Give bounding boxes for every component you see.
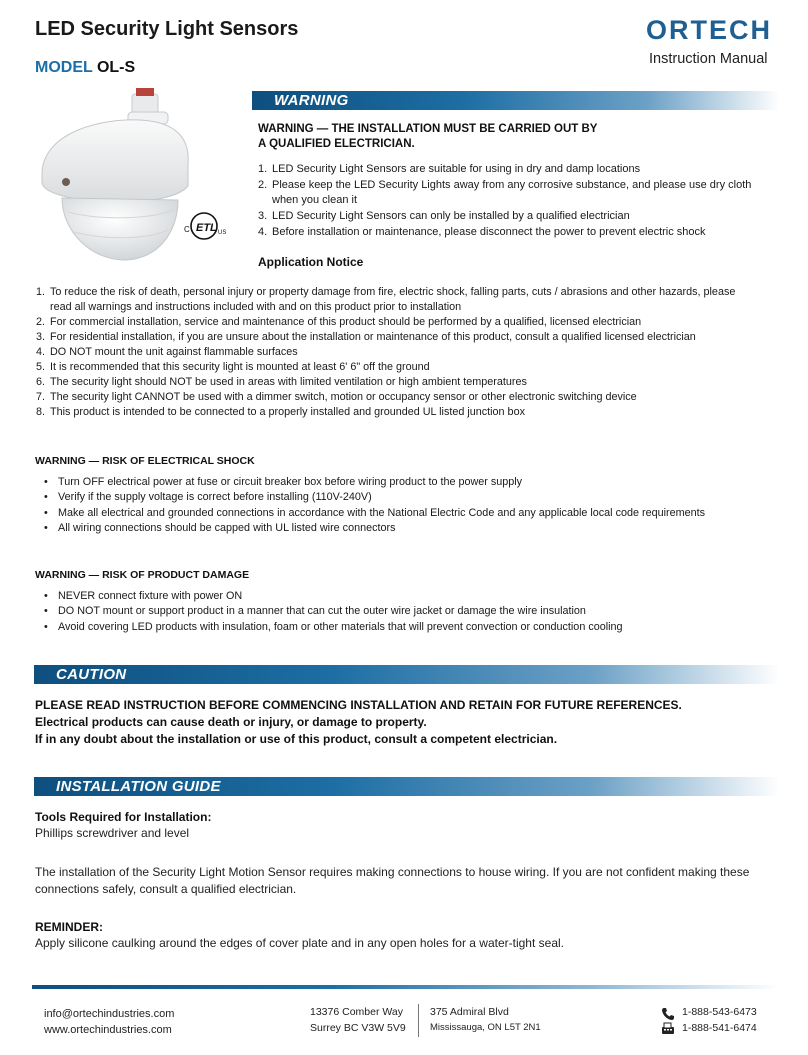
list-item: 3. LED Security Light Sensors can only be installed by a qualified electrician xyxy=(258,210,630,222)
list-item: • NEVER connect fixture with power ON xyxy=(42,589,623,604)
installation-paragraph: The installation of the Security Light Motion Sensor requires making connections to house wiring. If you are not confident making these connections safely, consult a qualified electrician. xyxy=(35,865,750,896)
list-item: 7. The security light CANNOT be used with a dimmer switch, motion or occupancy sensor or other electronic switching device xyxy=(36,391,637,403)
footer-website[interactable]: www.ortechindustries.com xyxy=(44,1024,172,1036)
list-item: • Verify if the supply voltage is correct before installing (110V-240V) xyxy=(42,490,705,505)
product-damage-list xyxy=(42,589,623,635)
footer-address1-line2: Surrey BC V3W 5V9 xyxy=(310,1022,406,1034)
warning-section-bar xyxy=(252,91,780,110)
footer-vertical-divider xyxy=(418,1004,419,1037)
list-item: 2. For commercial installation, service and maintenance of this product should be performed by a qualified, licensed electrician xyxy=(36,316,642,328)
instruction-manual-label: Instruction Manual xyxy=(649,51,768,67)
model-label: MODEL xyxy=(35,59,93,76)
footer-divider-bar xyxy=(32,985,780,989)
product-photo xyxy=(28,82,250,274)
warning-heading xyxy=(258,122,678,152)
list-item: 5. It is recommended that this security light is mounted at least 6' 6" off the ground xyxy=(36,361,430,373)
document-title: LED Security Light Sensors xyxy=(35,18,299,40)
list-item: • Avoid covering LED products with insulation, foam or other materials that will prevent convection or conduction cooling xyxy=(42,620,623,635)
svg-text:ETL: ETL xyxy=(196,222,217,234)
svg-text:US: US xyxy=(218,230,227,236)
electrical-shock-list xyxy=(42,475,705,536)
model-line xyxy=(35,59,135,77)
list-item: 2. Please keep the LED Security Lights away from any corrosive substance, and please use dry cloth when you clean it xyxy=(258,179,752,206)
list-item: 4. Before installation or maintenance, please disconnect the power to prevent electric shock xyxy=(258,226,706,238)
model-value: OL-S xyxy=(96,59,136,76)
caution-line1: PLEASE READ INSTRUCTION BEFORE COMMENCING INSTALLATION AND RETAIN FOR FUTURE REFERENCES. xyxy=(35,698,682,712)
list-item: 6. The security light should NOT be used in areas with limited ventilation or high ambient temperatures xyxy=(36,376,527,388)
etl-certification-icon xyxy=(184,213,226,239)
list-item: • DO NOT mount or support product in a manner that can cut the outer wire jacket or damage the wire insulation xyxy=(42,604,623,619)
warning-bar-label: WARNING xyxy=(274,92,349,109)
reminder-heading: REMINDER: xyxy=(35,920,103,934)
caution-line2: Electrical products can cause death or injury, or damage to property. xyxy=(35,715,427,729)
electrical-shock-heading: WARNING — RISK OF ELECTRICAL SHOCK xyxy=(35,455,255,467)
warning-heading-line2: A QUALIFIED ELECTRICIAN. xyxy=(258,138,415,150)
list-item: 1. To reduce the risk of death, personal injury or property damage from fire, electric shock, falling parts, cuts / abrasions and other hazards, please read all warnings and instructions included with and on this product prior to installation xyxy=(36,286,736,313)
footer-address1-line1: 13376 Comber Way xyxy=(310,1006,403,1018)
footer-fax: 1-888-541-6474 xyxy=(682,1022,757,1034)
list-item: • All wiring connections should be capped with UL listed wire connectors xyxy=(42,521,705,536)
application-notice-list xyxy=(36,285,756,420)
warning-list xyxy=(258,162,758,241)
list-item: 1. LED Security Light Sensors are suitable for using in dry and damp locations xyxy=(258,163,641,175)
footer-address2-line2: Mississauga, ON L5T 2N1 xyxy=(430,1022,541,1033)
brand-text: ORTECH xyxy=(646,15,772,44)
product-damage-heading: WARNING — RISK OF PRODUCT DAMAGE xyxy=(35,569,250,581)
list-item: 3. For residential installation, if you are unsure about the installation or maintenance of this product, consult a qualified licensed electrician xyxy=(36,331,696,343)
footer-address2-line1: 375 Admiral Blvd xyxy=(430,1006,509,1018)
application-notice-heading: Application Notice xyxy=(258,255,364,269)
footer-phone[interactable]: 1-888-543-6473 xyxy=(682,1006,757,1018)
caution-line3: If in any doubt about the installation or use of this product, consult a competent electrician. xyxy=(35,732,558,746)
installation-guide-label: INSTALLATION GUIDE xyxy=(56,778,221,795)
list-item: • Turn OFF electrical power at fuse or circuit breaker box before wiring product to the power supply xyxy=(42,475,705,490)
caution-text xyxy=(35,697,775,748)
phone-icon xyxy=(661,1007,675,1021)
tools-text: Phillips screwdriver and level xyxy=(35,826,190,840)
list-item: 4. DO NOT mount the unit against flammable surfaces xyxy=(36,346,298,358)
list-item: 8. This product is intended to be connected to a properly installed and grounded UL listed junction box xyxy=(36,406,525,418)
warning-heading-line1: WARNING — THE INSTALLATION MUST BE CARRIED OUT BY xyxy=(258,123,598,135)
list-item: • Make all electrical and grounded connections in accordance with the National Electric Code and any applicable local code requirements xyxy=(42,506,705,521)
reminder-text: Apply silicone caulking around the edges of cover plate and in any open holes for a water-tight seal. xyxy=(35,936,564,950)
tools-heading: Tools Required for Installation: xyxy=(35,810,212,824)
svg-text:C: C xyxy=(184,225,190,234)
caution-bar-label: CAUTION xyxy=(56,666,127,683)
installation-guide-bar xyxy=(34,777,780,796)
fax-icon xyxy=(661,1022,675,1035)
caution-section-bar xyxy=(34,665,780,684)
footer-email[interactable]: info@ortechindustries.com xyxy=(44,1008,175,1020)
ortech-logo xyxy=(646,14,776,44)
